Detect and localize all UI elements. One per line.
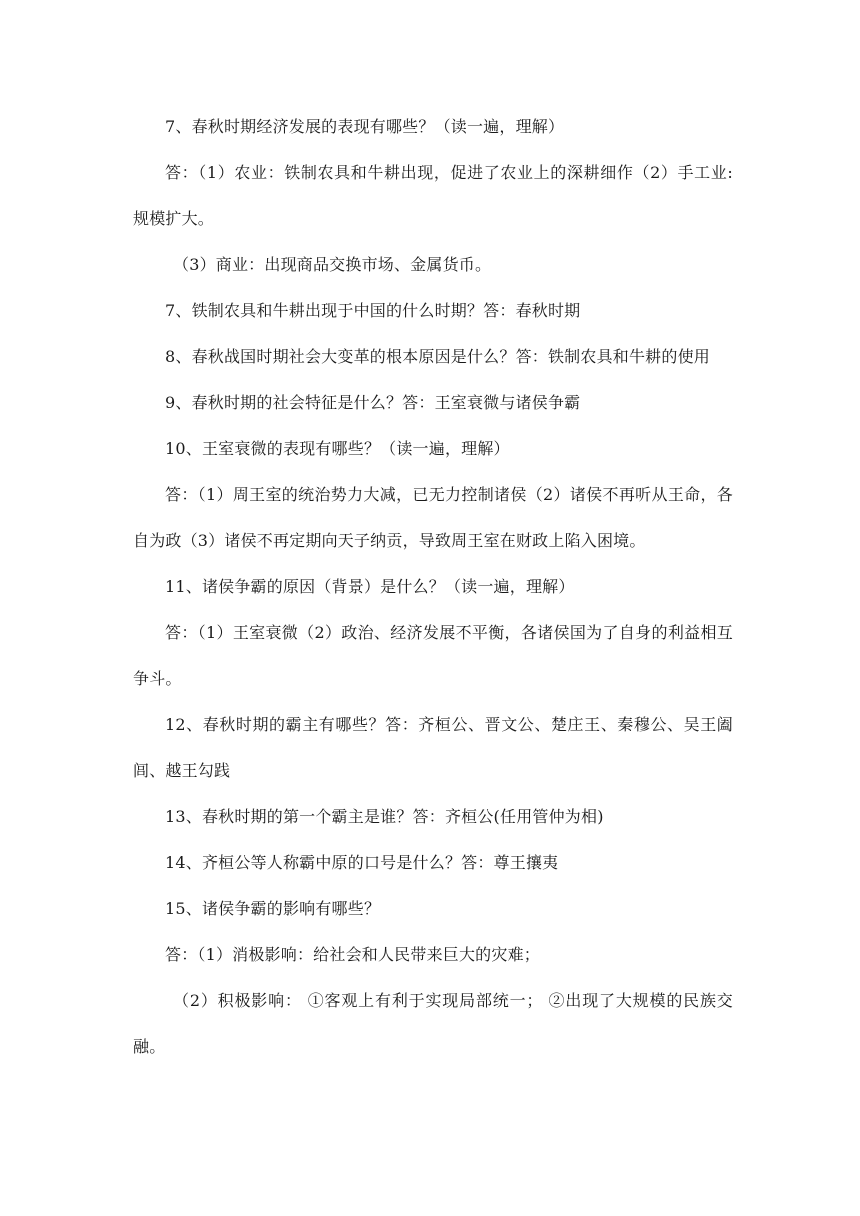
answer-15-positive: （2）积极影响： ①客观上有利于实现局部统一； ②出现了大规模的民族交融。 (133, 991, 733, 1056)
question-11-hegemony-cause: 11、诸侯争霸的原因（背景）是什么？（读一遍，理解） (165, 577, 575, 596)
answer-15-negative: 答：（1）消极影响：给社会和人民带来巨大的灾难； (165, 945, 540, 964)
answer-7-economy: 答：（1）农业：铁制农具和牛耕出现，促进了农业上的深耕细作（2）手工业:规模扩大。 (133, 163, 733, 228)
question-8-reform-cause: 8、春秋战国时期社会大变革的根本原因是什么？答：铁制农具和牛耕的使用 (165, 347, 710, 366)
question-9-social-feature: 9、春秋时期的社会特征是什么？答：王室衰微与诸侯争霸 (165, 393, 581, 412)
answer-10-royal-decline: 答：（1）周王室的统治势力大减，已无力控制诸侯（2）诸侯不再听从王命，各自为政（3）诸侯不再定期向天子纳贡，导致周王室在财政上陷入困境。 (133, 485, 733, 550)
question-12-hegemons: 12、春秋时期的霸主有哪些？答：齐桓公、晋文公、楚庄王、秦穆公、吴王阖闾、越王勾践 (133, 715, 733, 780)
answer-11-hegemony-cause: 答：（1）王室衰微（2）政治、经济发展不平衡，各诸侯国为了自身的利益相互争斗。 (133, 623, 733, 688)
question-7-economy: 7、春秋时期经济发展的表现有哪些？（读一遍，理解） (165, 117, 565, 136)
question-10-royal-decline: 10、王室衰微的表现有哪些？（读一遍，理解） (165, 439, 510, 458)
question-13-first-hegemon: 13、春秋时期的第一个霸主是谁？答：齐桓公(任用管仲为相) (165, 807, 604, 826)
question-7-iron-tools: 7、铁制农具和牛耕出现于中国的什么时期？答：春秋时期 (165, 301, 581, 320)
question-15-impact: 15、诸侯争霸的影响有哪些？ (165, 899, 381, 918)
document-body (133, 104, 733, 1070)
answer-7-commerce: （3）商业：出现商品交换市场、金属货币。 (173, 255, 492, 274)
question-14-slogan: 14、齐桓公等人称霸中原的口号是什么？答：尊王攘夷 (165, 853, 559, 872)
